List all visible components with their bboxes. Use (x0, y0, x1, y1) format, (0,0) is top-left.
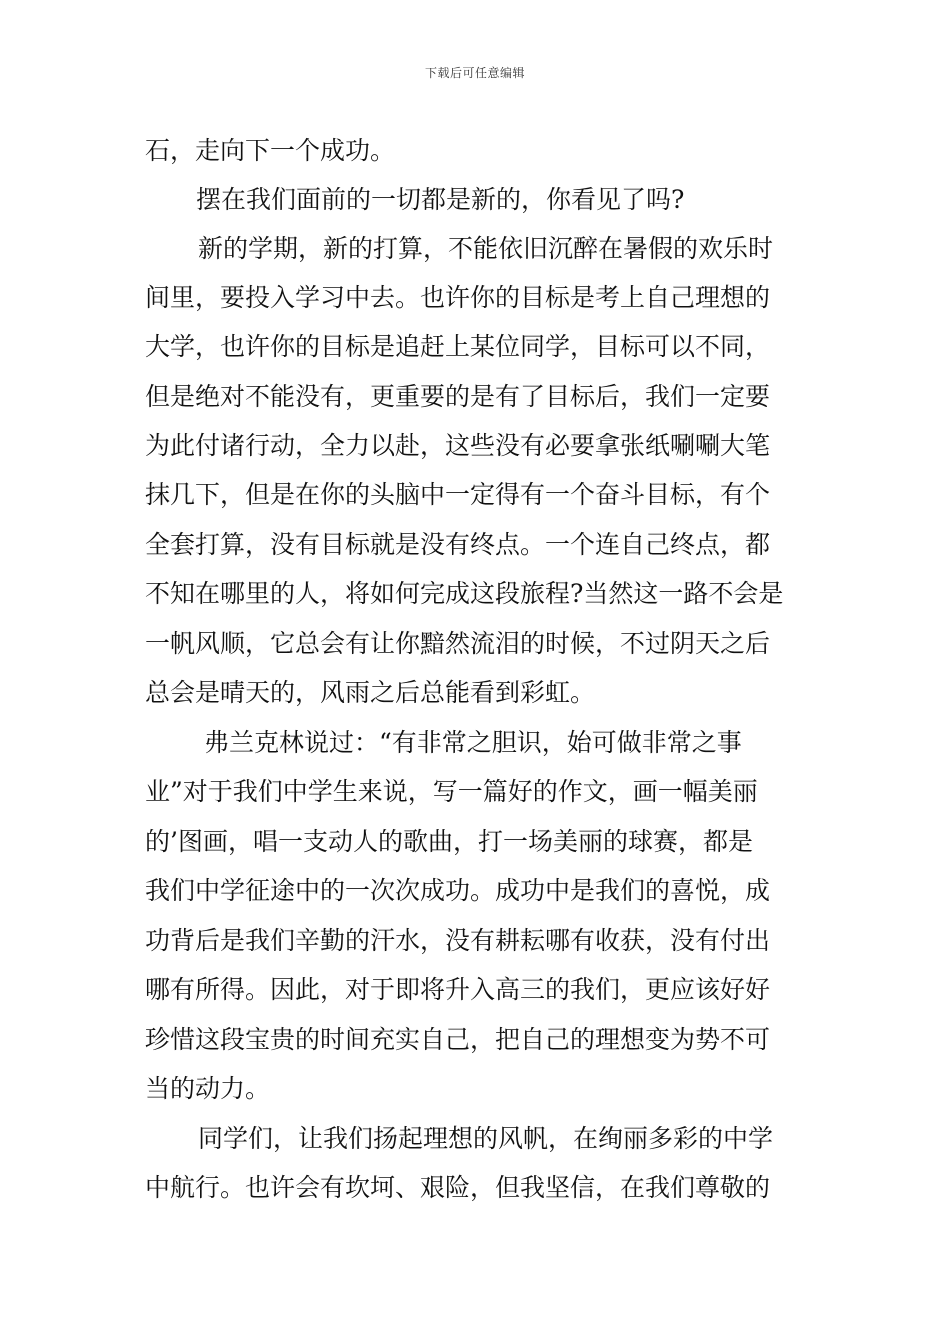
text-line: 的’图画，唱一支动人的歌曲，打一场美丽的球赛，都是 (145, 827, 753, 856)
text-line: 石，走向下一个成功。 (145, 136, 396, 165)
text-line: 功背后是我们辛勤的汗水，没有耕耘哪有收获，没有付出 (145, 926, 771, 955)
text-line: 一帆风顺，它总会有让你黯然流泪的时候，不过阴天之后 (145, 629, 771, 658)
text-line: 哪有所得。因此，对于即将升入高三的我们，更应该好好 (145, 975, 771, 1004)
text-line: 新的学期，新的打算，不能依旧沉醉在暑假的欢乐时 (198, 234, 774, 263)
text-line: 大学，也许你的目标是追赶上某位同学，目标可以不同， (145, 332, 771, 361)
text-line: 不知在哪里的人，将如何完成这段旅程?当然这一路不会是 (145, 579, 784, 608)
text-line: 总会是晴天的，风雨之后总能看到彩虹。 (145, 678, 596, 707)
text-line: 同学们，让我们扬起理想的风帆，在绚丽多彩的中学 (198, 1124, 774, 1153)
page-header: 下载后可任意编辑 (424, 66, 525, 80)
text-line: 抹几下，但是在你的头脑中一定得有一个奋斗目标，有个 (145, 480, 771, 509)
text-line: 我们中学征途中的一次次成功。成功中是我们的喜悦，成 (145, 876, 771, 905)
text-line: 但是绝对不能没有，更重要的是有了目标后，我们一定要 (145, 382, 771, 411)
text-line: 珍惜这段宝贵的时间充实自己，把自己的理想变为势不可 (145, 1025, 771, 1054)
text-line: 为此付诸行动，全力以赴，这些没有必要拿张纸唰唰大笔 (145, 431, 771, 460)
text-line: 业”对于我们中学生来说，写一篇好的作文，画一幅美丽 (145, 777, 758, 806)
text-line: 弗兰克林说过：“有非常之胆识，始可做非常之事 (204, 728, 742, 757)
text-line: 摆在我们面前的一切都是新的，你看见了吗? (196, 185, 685, 214)
text-line: 中航行。也许会有坎坷、艰险，但我坚信，在我们尊敬的 (145, 1173, 771, 1202)
text-line: 间里，要投入学习中去。也许你的目标是考上自己理想的 (145, 283, 771, 312)
text-line: 全套打算，没有目标就是没有终点。一个连自己终点，都 (145, 530, 771, 559)
text-line: 当的动力。 (145, 1074, 271, 1103)
